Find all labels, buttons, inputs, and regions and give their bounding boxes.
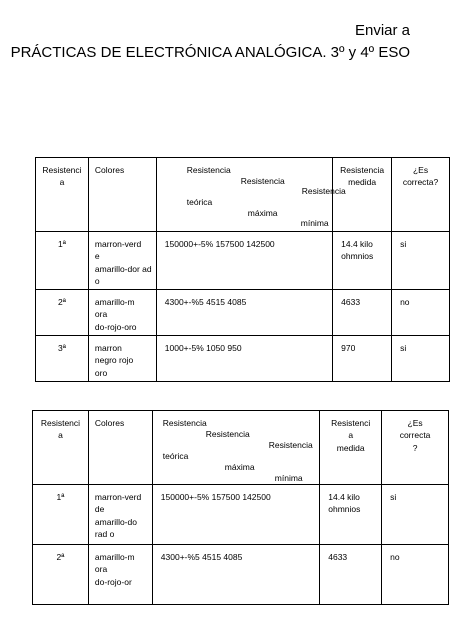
header-resistor: Resistenci a xyxy=(36,158,89,232)
table-row xyxy=(36,232,450,290)
table-header-row xyxy=(33,411,449,485)
header-measured: Resistencia medida xyxy=(333,158,392,232)
row-number: 2ª xyxy=(36,290,89,336)
row-number: 1ª xyxy=(33,485,89,545)
header-resistance: Resistencia Resistencia Resistencia teórica máxima mínima xyxy=(152,411,319,485)
row-measured: 14.4 kilo ohmnios xyxy=(333,232,392,290)
row-values: 150000+-5% 157500 142500 xyxy=(152,485,319,545)
row-values: 150000+-5% 157500 142500 xyxy=(156,232,332,290)
resistor-table-1 xyxy=(35,157,450,382)
document-title: PRÁCTICAS DE ELECTRÓNICA ANALÓGICA. 3º y 4º ESO xyxy=(10,44,410,61)
row-values: 4300+-%5 4515 4085 xyxy=(152,545,319,605)
row-colors: marron-verd de amarillo-do rad o xyxy=(88,485,152,545)
row-colors: marron-verd e amarillo-dor ad o xyxy=(88,232,156,290)
header-correct: ¿Es correcta? xyxy=(392,158,450,232)
header-measured: Resistenci a medida xyxy=(320,411,382,485)
row-correct: si xyxy=(392,232,450,290)
row-correct: si xyxy=(382,485,449,545)
table-row xyxy=(36,290,450,336)
row-measured: 4633 xyxy=(320,545,382,605)
row-number: 1ª xyxy=(36,232,89,290)
row-measured: 14.4 kilo ohmnios xyxy=(320,485,382,545)
header-colors: Colores xyxy=(88,411,152,485)
header-resistance: Resistencia Resistencia Resistencia teórica máxima mínima xyxy=(156,158,332,232)
table-header-row xyxy=(36,158,450,232)
row-colors: marron negro rojo oro xyxy=(88,336,156,382)
row-correct: no xyxy=(382,545,449,605)
row-measured: 4633 xyxy=(333,290,392,336)
row-number: 3ª xyxy=(36,336,89,382)
row-measured: 970 xyxy=(333,336,392,382)
row-correct: no xyxy=(392,290,450,336)
row-correct: si xyxy=(392,336,450,382)
header-correct: ¿Es correcta ? xyxy=(382,411,449,485)
resistor-table-2 xyxy=(32,410,449,605)
row-number: 2ª xyxy=(33,545,89,605)
table-row xyxy=(33,545,449,605)
row-values: 4300+-%5 4515 4085 xyxy=(156,290,332,336)
row-colors: amarillo-m ora do-rojo-oro xyxy=(88,290,156,336)
send-to-label: Enviar a xyxy=(354,22,410,39)
header-resistor: Resistenci a xyxy=(33,411,89,485)
header-colors: Colores xyxy=(88,158,156,232)
table-row xyxy=(33,485,449,545)
row-values: 1000+-5% 1050 950 xyxy=(156,336,332,382)
row-colors: amarillo-m ora do-rojo-or xyxy=(88,545,152,605)
table-row xyxy=(36,336,450,382)
